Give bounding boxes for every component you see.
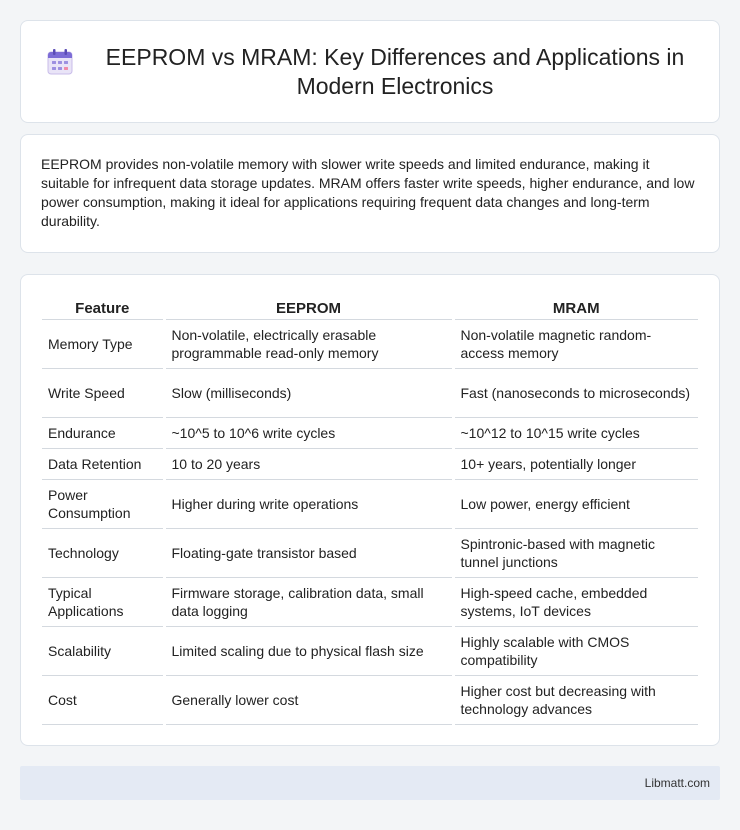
mram-cell: ~10^12 to 10^15 write cycles (453, 417, 698, 448)
footer (20, 766, 720, 800)
eeprom-cell: Limited scaling due to physical flash size (164, 626, 453, 675)
header-feature: Feature (42, 293, 164, 319)
eeprom-cell: ~10^5 to 10^6 write cycles (164, 417, 453, 448)
feature-cell: Write Speed (42, 368, 164, 417)
table-header-row (42, 293, 698, 319)
feature-cell: Memory Type (42, 319, 164, 368)
feature-cell: Data Retention (42, 448, 164, 479)
comparison-table (42, 293, 698, 725)
header-card (20, 20, 720, 123)
summary-text: EEPROM provides non-volatile memory with slower write speeds and limited endurance, making it suitable for infrequent data storage updates. MRAM offers faster write speeds, higher endurance, and low power consumption, making it ideal for applications requiring frequent data changes and long-term durability. (41, 156, 695, 229)
table-row (42, 417, 698, 448)
header-mram: MRAM (453, 293, 698, 319)
mram-cell: Highly scalable with CMOS compatibility (453, 626, 698, 675)
feature-cell: Scalability (42, 626, 164, 675)
title-wrap (21, 43, 719, 101)
mram-cell: Non-volatile magnetic random-access memory (453, 319, 698, 368)
mram-cell: High-speed cache, embedded systems, IoT devices (453, 577, 698, 626)
mram-cell: Fast (nanoseconds to microseconds) (453, 368, 698, 417)
eeprom-cell: 10 to 20 years (164, 448, 453, 479)
table-row (42, 319, 698, 368)
summary-card (20, 134, 720, 253)
table-row (42, 675, 698, 724)
feature-cell: Power Consumption (42, 479, 164, 528)
table-row (42, 577, 698, 626)
table-row (42, 479, 698, 528)
table-row (42, 448, 698, 479)
footer-site-link[interactable]: Libmatt.com (644, 776, 710, 790)
calendar-icon (45, 47, 75, 77)
eeprom-cell: Higher during write operations (164, 479, 453, 528)
eeprom-cell: Non-volatile, electrically erasable programmable read-only memory (164, 319, 453, 368)
feature-cell: Technology (42, 528, 164, 577)
table-row (42, 626, 698, 675)
eeprom-cell: Floating-gate transistor based (164, 528, 453, 577)
table-row (42, 368, 698, 417)
eeprom-cell: Generally lower cost (164, 675, 453, 724)
page-title: EEPROM vs MRAM: Key Differences and Applications in Modern Electronics (105, 43, 685, 99)
mram-cell: Higher cost but decreasing with technology advances (453, 675, 698, 724)
comparison-table-card (20, 274, 720, 746)
eeprom-cell: Firmware storage, calibration data, small data logging (164, 577, 453, 626)
header-eeprom: EEPROM (164, 293, 453, 319)
table-row (42, 528, 698, 577)
feature-cell: Cost (42, 675, 164, 724)
mram-cell: Spintronic-based with magnetic tunnel junctions (453, 528, 698, 577)
feature-cell: Endurance (42, 417, 164, 448)
eeprom-cell: Slow (milliseconds) (164, 368, 453, 417)
mram-cell: Low power, energy efficient (453, 479, 698, 528)
mram-cell: 10+ years, potentially longer (453, 448, 698, 479)
feature-cell: Typical Applications (42, 577, 164, 626)
